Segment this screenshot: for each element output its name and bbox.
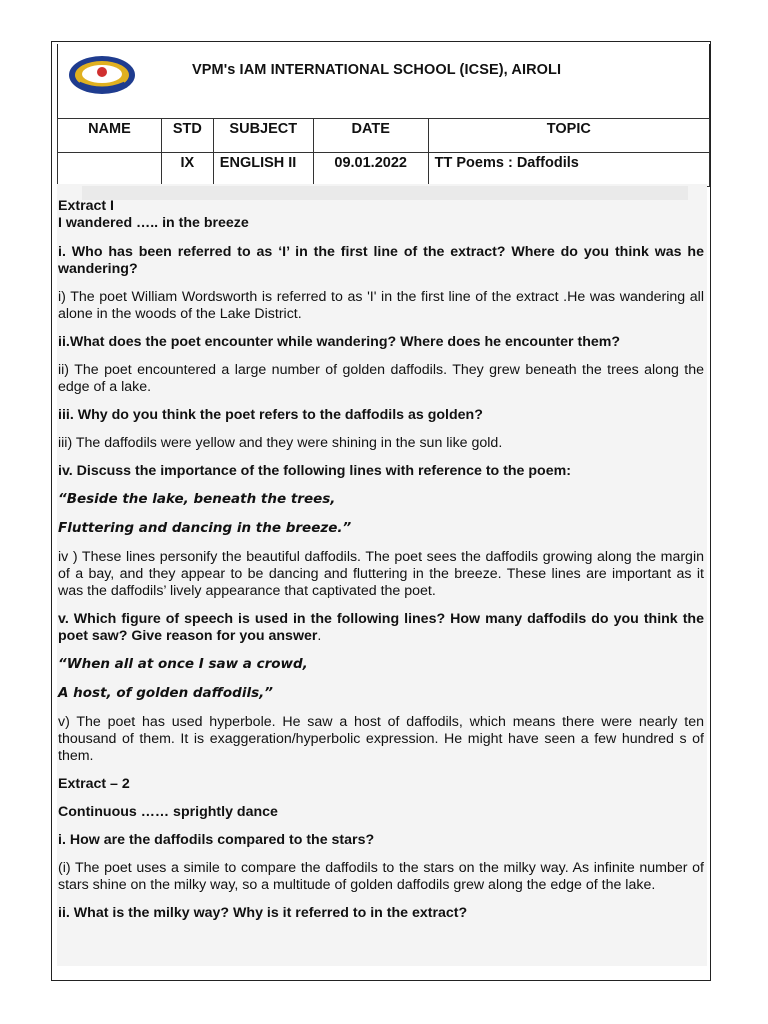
extract2-title: Extract – 2 [58,776,130,792]
extract2-lines: Continuous …… sprightly dance [58,804,278,820]
question-4-quote-line2: Fluttering and dancing in the breeze.” [58,520,352,536]
answer-1: i) The poet William Wordsworth is referred to as 'I' in the first line of the extract .He was wandering all alone in the woods of the Lake District. [58,289,704,322]
question-3: iii. Why do you think the poet refers to the daffodils as golden? [58,407,483,423]
question-6: i. How are the daffodils compared to the stars? [58,832,375,848]
answer-2: ii) The poet encountered a large number of golden daffodils. They grew beneath the trees along the edge of a lake. [58,362,704,395]
value-subject: ENGLISH II [213,153,313,187]
school-logo [67,54,137,96]
header-subject: SUBJECT [213,119,313,153]
question-5-quote-line1: “When all at once I saw a crowd, [58,656,308,672]
question-7: ii. What is the milky way? Why is it referred to in the extract? [58,905,468,921]
value-std: IX [161,153,213,187]
question-4-quote-line1: “Beside the lake, beneath the trees, [58,491,336,507]
header-std: STD [161,119,213,153]
school-header [57,44,710,119]
school-name: VPM's IAM INTERNATIONAL SCHOOL (ICSE), AIROLI [192,62,562,78]
question-5-period: . [317,628,322,644]
extract1-lines: I wandered ….. in the breeze [58,215,249,231]
question-1: i. Who has been referred to as ‘I’ in the first line of the extract? Where do you think was he wandering? [58,244,704,277]
question-2: ii.What does the poet encounter while wandering? Where does he encounter them? [58,334,621,350]
header-date: DATE [313,119,428,153]
answer-4: iv ) These lines personify the beautiful daffodils. The poet sees the daffodils growing along the margin of a bay, and they appear to be dancing and fluttering in the breeze. These lines are important as it was the daffodils’ lively appearance that captivated the poet. [58,549,704,599]
question-4: iv. Discuss the importance of the following lines with reference to the poem: [58,463,571,479]
value-name [58,153,162,187]
extract1-title: Extract I [58,198,114,214]
header-topic: TOPIC [428,119,709,153]
worksheet-content [58,198,704,933]
question-5: v. Which figure of speech is used in the following lines? How many daffodils do you think the poet saw? Give reason for you answer [58,611,704,644]
header-name: NAME [58,119,162,153]
info-header-row [58,119,710,153]
question-5-block [58,611,704,645]
question-5-quote-line2: A host, of golden daffodils,” [58,685,273,701]
value-topic: TT Poems : Daffodils [428,153,709,187]
answer-3: iii) The daffodils were yellow and they were shining in the sun like gold. [58,435,503,451]
info-table [57,118,710,187]
info-value-row [58,153,710,187]
value-date: 09.01.2022 [313,153,428,187]
answer-5: v) The poet has used hyperbole. He saw a host of daffodils, which means there were nearly ten thousand of them. It is exaggeration/hyperbolic expression. He might have seen a few hundred s of them. [58,714,704,764]
answer-6: (i) The poet uses a simile to compare the daffodils to the stars on the milky way. As infinite number of stars shine on the milky way, so a multitude of golden daffodils grew along the edge of the lake. [58,860,704,893]
